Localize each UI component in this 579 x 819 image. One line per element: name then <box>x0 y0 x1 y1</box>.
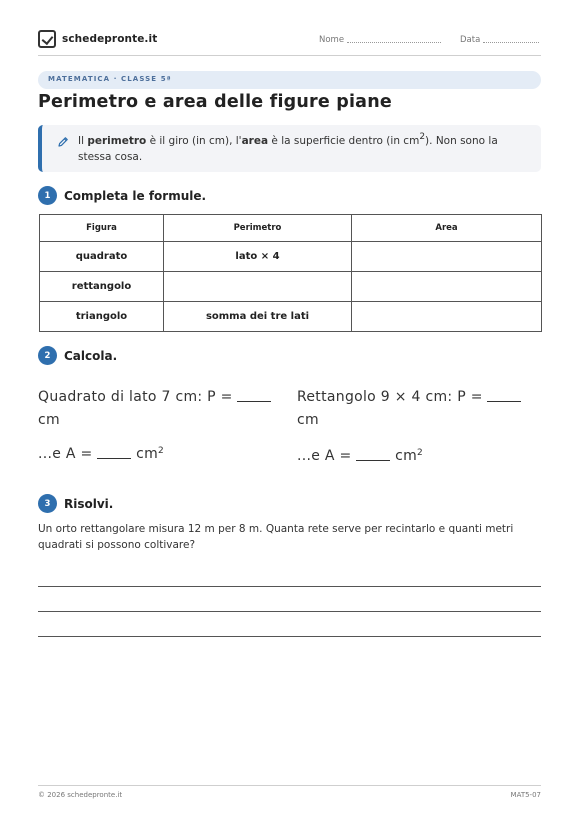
name-field[interactable] <box>319 35 441 45</box>
section-title: Calcola. <box>64 348 118 363</box>
table-header-row <box>40 215 542 242</box>
pencil-icon <box>57 136 69 148</box>
term-area: area <box>241 135 269 147</box>
footer-code: MAT5-07 <box>510 791 541 799</box>
section-number: 1 <box>38 186 57 205</box>
calc-rectangle <box>297 386 547 468</box>
column-header-figura: Figura <box>40 215 164 242</box>
calc-rectangle-perimeter: Rettangolo 9 × 4 cm: P = cm <box>297 386 547 432</box>
column-header-area: Area <box>352 215 542 242</box>
table-cell-perimetro-blank[interactable] <box>164 272 352 302</box>
calc-square <box>38 386 288 466</box>
footer-copyright: © 2026 schedepronte.it <box>38 791 123 799</box>
brand-name: schedepronte.it <box>62 33 158 45</box>
brand-logo <box>38 30 157 48</box>
section-1-heading <box>38 186 206 205</box>
answer-line[interactable] <box>38 586 541 587</box>
table-cell-figura: rettangolo <box>40 272 164 302</box>
answer-blank[interactable] <box>487 401 521 402</box>
table-row <box>40 272 542 302</box>
page-header <box>38 30 541 56</box>
page-title: Perimetro e area delle figure piane <box>38 92 392 112</box>
page-footer <box>38 785 541 799</box>
section-3-heading <box>38 494 113 513</box>
answer-blank[interactable] <box>97 458 131 459</box>
name-label: Nome <box>319 35 345 45</box>
name-dotted-line[interactable] <box>347 42 441 43</box>
section-number: 2 <box>38 346 57 365</box>
table-cell-area-blank[interactable] <box>352 302 542 332</box>
calc-square-perimeter: Quadrato di lato 7 cm: P = cm <box>38 386 288 432</box>
table-cell-perimetro: somma dei tre lati <box>164 302 352 332</box>
table-cell-perimetro: lato × 4 <box>164 242 352 272</box>
calc-square-area: ...e $A = cm^2$ <box>38 446 165 462</box>
formulas-table <box>39 214 542 332</box>
answer-blank[interactable] <box>356 460 390 461</box>
date-label: Data <box>460 35 481 45</box>
table-cell-figura: quadrato <box>40 242 164 272</box>
table-row <box>40 302 542 332</box>
info-callout <box>38 125 541 172</box>
column-header-perimetro: Perimetro <box>164 215 352 242</box>
calc-rectangle-area: ...e $A = cm^2$ <box>297 448 424 464</box>
checkbox-logo-icon <box>38 30 56 48</box>
callout-text: Il perimetro è il giro (in cm), l'area è la superficie dentro (in $cm^2$). Non sono la stessa cosa. <box>78 132 498 163</box>
table-cell-figura: triangolo <box>40 302 164 332</box>
answer-line[interactable] <box>38 636 541 637</box>
table-cell-area-blank[interactable] <box>352 272 542 302</box>
section-title: Completa le formule. <box>64 188 207 203</box>
subject-badge: MATEMATICA · CLASSE 5ª <box>38 71 541 89</box>
section-title: Risolvi. <box>64 496 114 511</box>
term-perimetro: perimetro <box>87 135 147 147</box>
table-cell-area-blank[interactable] <box>352 242 542 272</box>
answer-line[interactable] <box>38 611 541 612</box>
answer-blank[interactable] <box>237 401 271 402</box>
problem-text: Un orto rettangolare misura 12 m per 8 m. Quanta rete serve per recintarlo e quanti metri quadrati si possono coltivare? <box>38 523 514 551</box>
date-dotted-line[interactable] <box>483 42 539 43</box>
section-number: 3 <box>38 494 57 513</box>
section-2-heading <box>38 346 117 365</box>
date-field[interactable] <box>460 35 539 45</box>
table-row <box>40 242 542 272</box>
